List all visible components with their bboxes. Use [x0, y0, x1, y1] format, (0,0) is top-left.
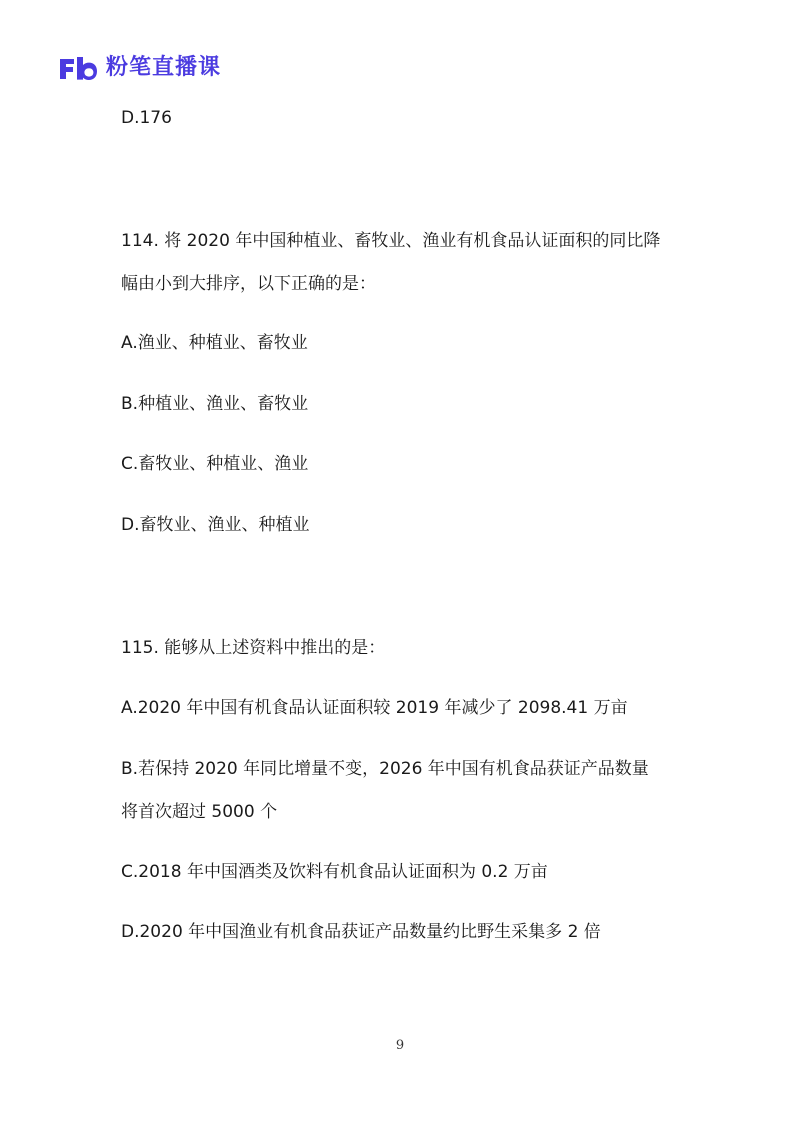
q114-option-b: B.种植业、渔业、畜牧业	[121, 394, 309, 414]
q115-option-b-line2: 将首次超过 5000 个	[121, 802, 278, 822]
brand-name: 粉笔直播课	[106, 55, 222, 80]
q114-option-d: D.畜牧业、渔业、种植业	[121, 515, 310, 535]
q115-option-a: A.2020 年中国有机食品认证面积较 2019 年减少了 2098.41 万亩	[121, 698, 628, 718]
q115-option-d: D.2020 年中国渔业有机食品获证产品数量约比野生采集多 2 倍	[121, 922, 601, 942]
page-number: 9	[395, 1038, 405, 1053]
fenbi-logo-icon	[58, 55, 98, 81]
q114-stem-line1: 114. 将 2020 年中国种植业、畜牧业、渔业有机食品认证面积的同比降	[121, 231, 661, 251]
q115-option-b-line1: B.若保持 2020 年同比增量不变，2026 年中国有机食品获证产品数量	[121, 759, 649, 779]
q113-option-d: D.176	[121, 108, 172, 128]
q115-option-c: C.2018 年中国酒类及饮料有机食品认证面积为 0.2 万亩	[121, 862, 548, 882]
q114-stem-line2: 幅由小到大排序，以下正确的是：	[121, 274, 376, 294]
header-logo	[58, 54, 221, 82]
q114-option-c: C.畜牧业、种植业、渔业	[121, 454, 309, 474]
q115-stem: 115. 能够从上述资料中推出的是：	[121, 638, 386, 658]
q114-option-a: A.渔业、种植业、畜牧业	[121, 333, 308, 353]
